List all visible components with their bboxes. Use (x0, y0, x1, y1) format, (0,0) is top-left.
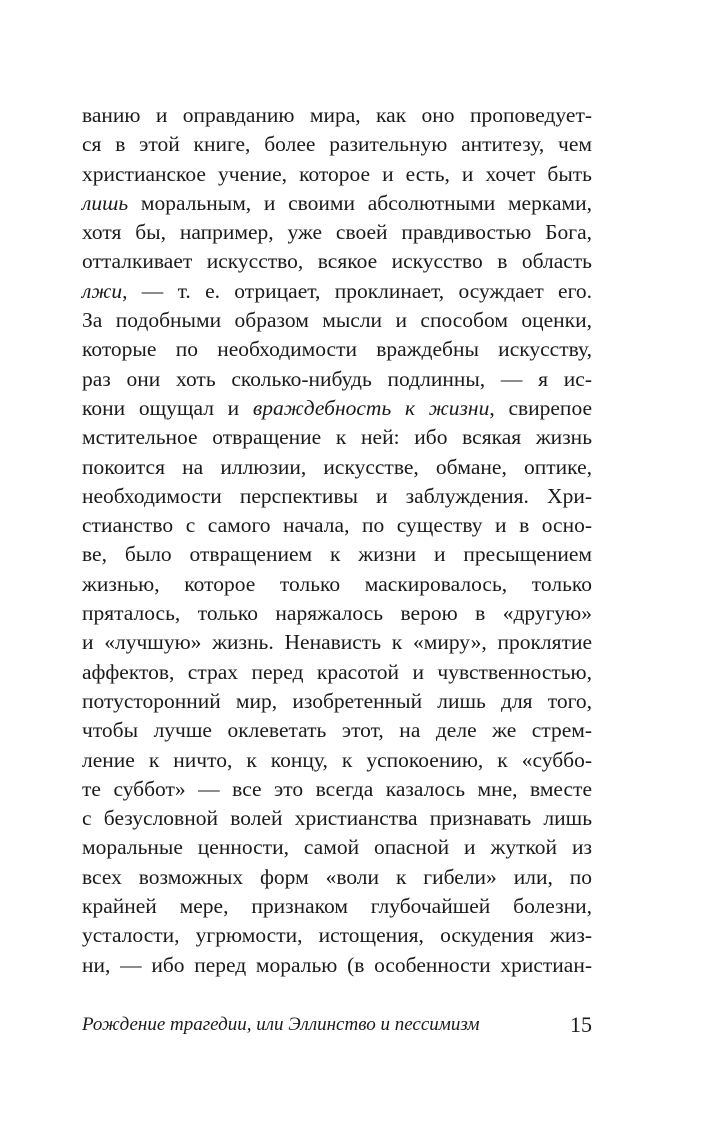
text-line (82, 687, 592, 716)
text-segment: ни, — ибо перед моралью (в особенности христиан- (82, 952, 592, 977)
text-segment: крайней мере, признаком глубочайшей болезни, (82, 894, 592, 919)
text-line (82, 247, 592, 276)
text-segment: кони ощущал и (82, 395, 253, 420)
text-line (82, 775, 592, 804)
text-line (82, 570, 592, 599)
text-line (82, 394, 592, 423)
text-segment: моральные ценности, самой опасной и жуткой из (82, 835, 592, 860)
page-footer (82, 1010, 592, 1040)
text-segment: потусторонний мир, изобретенный лишь для того, (82, 688, 592, 713)
text-segment: , свирепое (489, 395, 592, 420)
text-segment: жизнью, которое только маскировалось, только (82, 571, 592, 596)
body-text (82, 101, 592, 980)
text-line (82, 746, 592, 775)
text-line (82, 716, 592, 745)
text-segment: , — т. е. отрицает, проклинает, осуждает его. (122, 278, 592, 303)
text-line (82, 628, 592, 657)
text-segment: ве, было отвращением к жизни и пресыщением (82, 542, 592, 567)
text-segment: христианское учение, которое и есть, и хочет быть (82, 161, 592, 186)
text-line (82, 804, 592, 833)
text-segment: ление к ничто, к концу, к успокоению, к «суббо- (82, 747, 592, 772)
text-segment: чтобы лучше оклеветать этот, на деле же стрем- (82, 718, 592, 743)
text-segment: аффектов, страх перед красотой и чувственностью, (82, 659, 592, 684)
text-segment: ся в этой книге, более разительную антитезу, чем (82, 132, 592, 157)
text-line (82, 160, 592, 189)
text-line (82, 951, 592, 980)
text-line (82, 335, 592, 364)
text-line (82, 833, 592, 862)
text-segment: отталкивает искусство, всякое искусство в область (82, 249, 592, 274)
text-line (82, 658, 592, 687)
page-number: 15 (570, 1012, 592, 1037)
text-line (82, 218, 592, 247)
text-segment: усталости, угрюмости, истощения, оскудения жиз- (82, 923, 592, 948)
text-line (82, 482, 592, 511)
text-line (82, 453, 592, 482)
text-segment: ванию и оправданию мира, как оно проповедует- (82, 103, 592, 127)
text-segment: всех возможных форм «воли к гибели» или, по (82, 864, 592, 889)
text-line (82, 101, 592, 130)
text-segment: с безусловной волей христианства признавать лишь (82, 806, 592, 831)
text-segment: стианство с самого начала, по существу и в осно- (82, 513, 592, 538)
text-segment: раз они хоть сколько-нибудь подлинны, — я ис- (82, 366, 592, 391)
text-segment: мстительное отвращение к ней: ибо всякая жизнь (82, 425, 592, 450)
text-line (82, 540, 592, 569)
text-line (82, 189, 592, 218)
italic-emphasis: лишь (82, 190, 129, 215)
text-segment: хотя бы, например, уже своей правдивостью Бога, (82, 220, 592, 245)
text-line (82, 277, 592, 306)
text-line (82, 892, 592, 921)
text-segment: покоится на иллюзии, искусстве, обмане, оптике, (82, 454, 592, 479)
text-segment: и «лучшую» жизнь. Ненависть к «миру», проклятие (82, 630, 592, 655)
text-segment: За подобными образом мысли и способом оценки, (82, 308, 592, 333)
text-segment: те суббот» — все это всегда казалось мне, вместе (82, 776, 592, 801)
text-line (82, 365, 592, 394)
text-segment: необходимости перспективы и заблуждения. Хри- (82, 483, 592, 508)
running-title: Рождение трагедии, или Эллинство и пессимизм (82, 1014, 480, 1035)
text-line (82, 863, 592, 892)
text-line (82, 599, 592, 628)
text-line (82, 511, 592, 540)
text-segment: моральным, и своими абсолютными мерками, (128, 190, 592, 215)
italic-emphasis: враждебность к жизни (252, 395, 490, 420)
text-segment: пряталось, только наряжалось верою в «другую» (82, 601, 592, 626)
text-line (82, 130, 592, 159)
text-line (82, 306, 592, 335)
italic-emphasis: лжи (82, 278, 123, 303)
text-line (82, 921, 592, 950)
text-line (82, 423, 592, 452)
text-segment: которые по необходимости враждебны искусству, (82, 337, 592, 362)
